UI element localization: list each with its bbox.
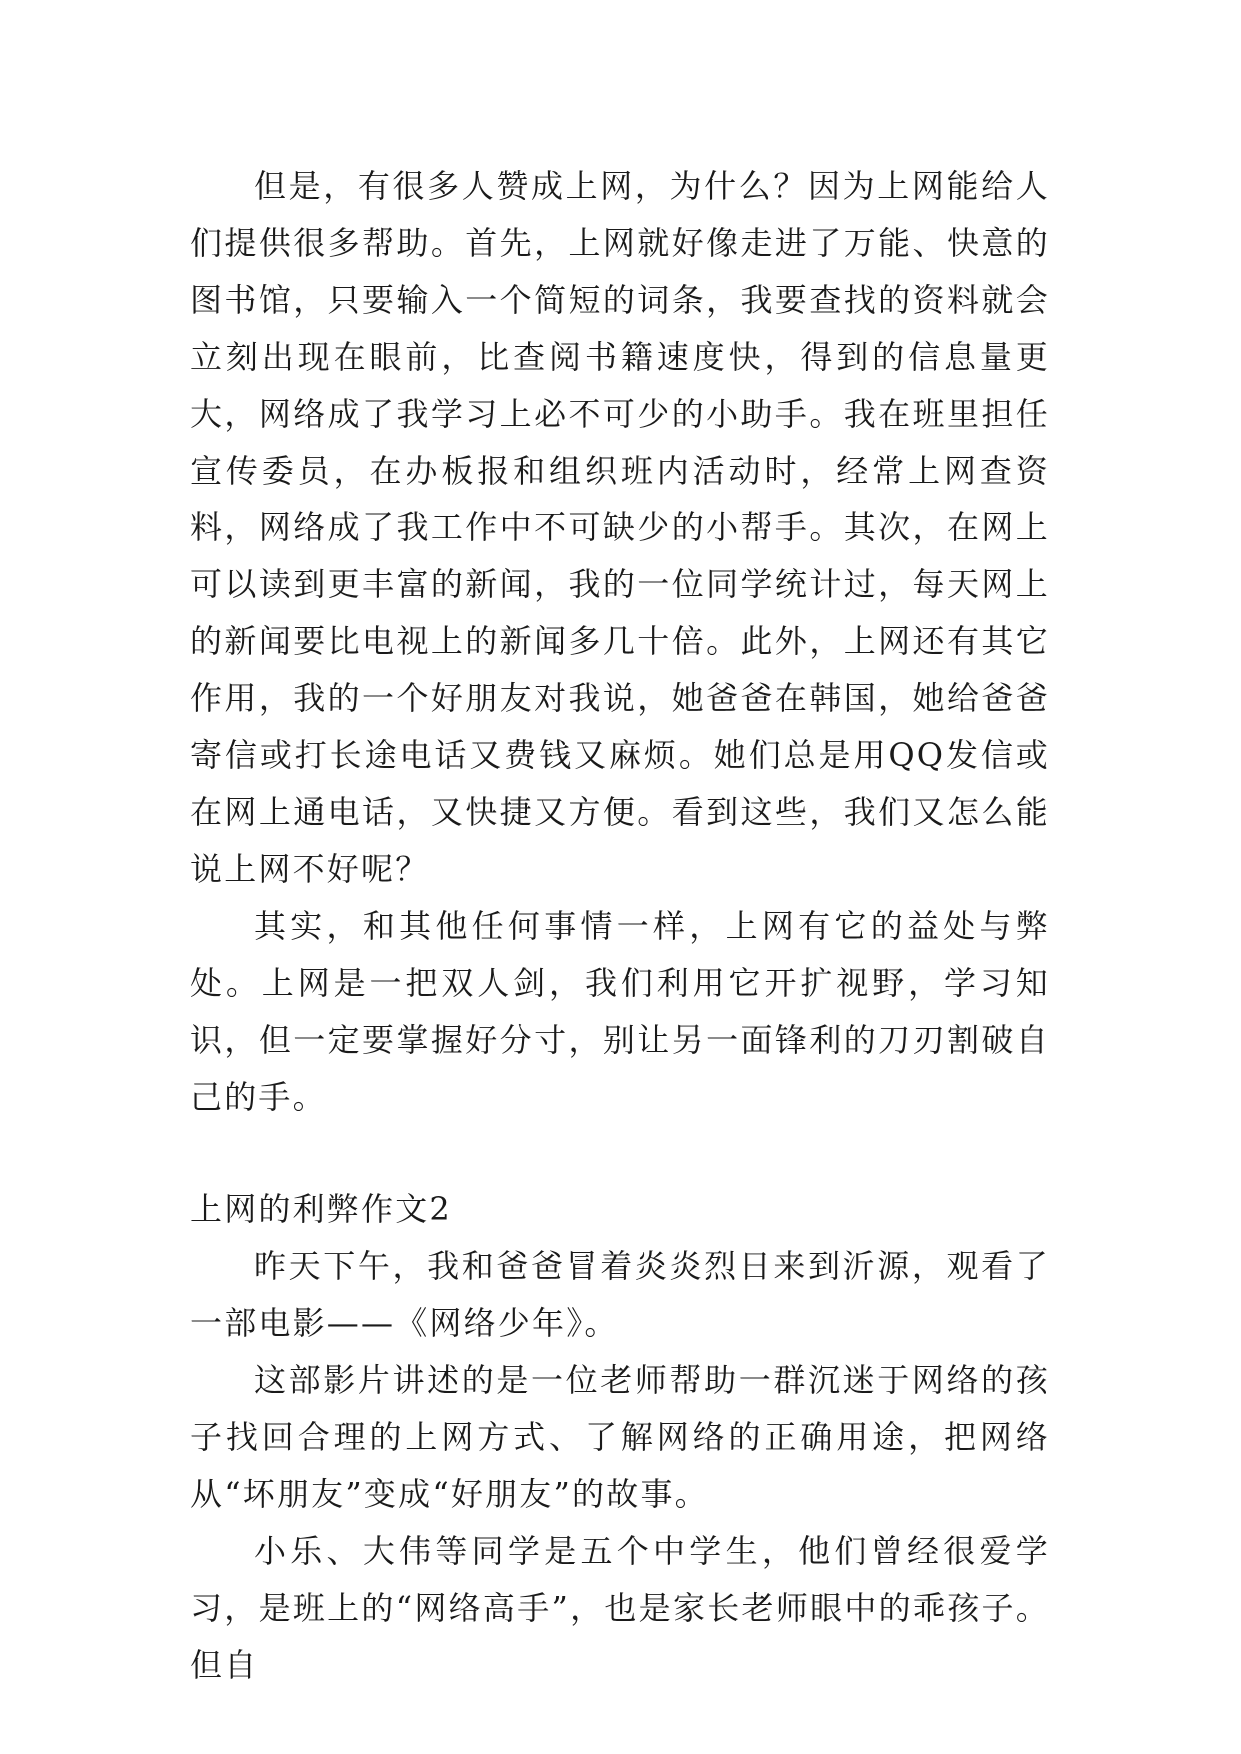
- essay-heading: 上网的利弊作文2: [190, 1190, 452, 1229]
- document-body: [190, 158, 1050, 1694]
- paragraph-movie-plot: 这部影片讲述的是一位老师帮助一群沉迷于网络的孩子找回合理的上网方式、了解网络的正确用途，把网络从“坏朋友”变成“好朋友”的故事。: [190, 1361, 1050, 1513]
- paragraph-double-edged-sword: 其实，和其他任何事情一样，上网有它的益处与弊处。上网是一把双人剑，我们利用它开扩视野，学习知识，但一定要掌握好分寸，别让另一面锋利的刀刃割破自己的手。: [190, 906, 1050, 1116]
- paragraph-movie-intro: 昨天下午，我和爸爸冒着炎炎烈日来到沂源，观看了一部电影——《网络少年》。: [190, 1247, 1050, 1343]
- paragraph-students: 小乐、大伟等同学是五个中学生，他们曾经很爱学习，是班上的“网络高手”，也是家长老师眼中的乖孩子。但自: [190, 1531, 1050, 1684]
- paragraph-internet-benefits: 但是，有很多人赞成上网，为什么？因为上网能给人们提供很多帮助。首先，上网就好像走进了万能、快意的图书馆，只要输入一个简短的词条，我要查找的资料就会立刻出现在眼前，比查阅书籍速度快，得到的信息量更大，网络成了我学习上必不可少的小助手。我在班里担任宣传委员，在办板报和组织班内活动时，经常上网查资料，网络成了我工作中不可缺少的小帮手。其次，在网上可以读到更丰富的新闻，我的一位同学统计过，每天网上的新闻要比电视上的新闻多几十倍。此外，上网还有其它作用，我的一个好朋友对我说，她爸爸在韩国，她给爸爸寄信或打长途电话又费钱又麻烦。她们总是用QQ发信或在网上通电话，又快捷又方便。看到这些，我们又怎么能说上网不好呢？: [190, 167, 1050, 888]
